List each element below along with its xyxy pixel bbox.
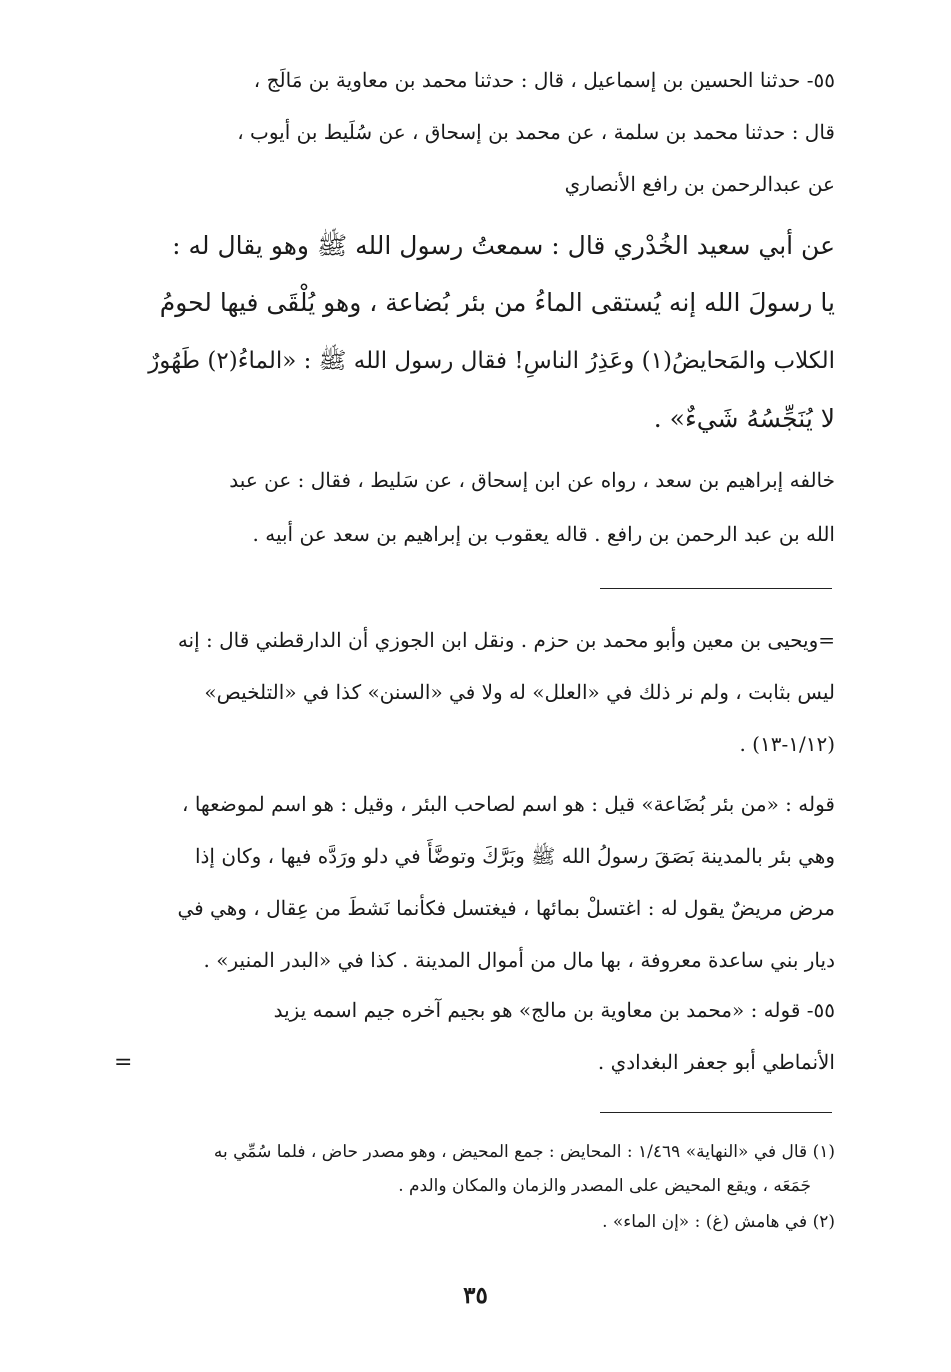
commentary-line: وهي بئر بالمدينة بَصَقَ رسولُ الله ﷺ وبَرَّكَ وتوضَّأَ في دلو ورَدَّه فيها ، وكان إذا bbox=[194, 844, 835, 868]
page-number: ٣٥ bbox=[463, 1282, 488, 1309]
takhrij-line: الله بن عبد الرحمن بن رافع . قاله يعقوب بن إبراهيم بن سعد عن أبيه . bbox=[252, 522, 835, 546]
isnad-line: قال : حدثنا محمد بن سلمة ، عن محمد بن إسحاق ، عن سُلَيط بن أيوب ، bbox=[237, 120, 835, 144]
continuation-mark: = bbox=[114, 1050, 133, 1075]
matn-line: عن أبي سعيد الخُدْري قال : سمعتُ رسول الله ﷺ وهو يقال له : bbox=[172, 231, 835, 260]
footnote-separator bbox=[600, 1112, 832, 1113]
commentary-line: ٥٥- قوله : «محمد بن معاوية بن مالج» هو بجيم آخره جيم اسمه يزيد bbox=[273, 998, 835, 1022]
commentary-line: (١/١٢-١٣) . bbox=[739, 732, 835, 756]
commentary-line: مرض مريضٌ يقول له : اغتسلْ بمائها ، فيغتسل فكأنما نَشطَ من عِقال ، وهي في bbox=[177, 896, 835, 920]
commentary-line: =ويحيى بن معين وأبو محمد بن حزم . ونقل ابن الجوزي أن الدارقطني قال : إنه bbox=[177, 628, 835, 652]
commentary-line: الأنماطي أبو جعفر البغدادي . bbox=[597, 1050, 835, 1074]
commentary-line: ديار بني ساعدة معروفة ، بها مال من أموال المدينة . كذا في «البدر المنير» . bbox=[203, 948, 835, 972]
footnote-line: (١) قال في «النهاية» ١/٤٦٩ : المحايض : جمع المحيض ، وهو مصدر حاض ، فلما سُمِّي به bbox=[213, 1142, 835, 1162]
matn-line: يا رسولَ الله إنه يُستقى الماءُ من بئر بُضاعة ، وهو يُلْقَى فيها لحومُ bbox=[159, 288, 835, 317]
isnad-line: ٥٥- حدثنا الحسين بن إسماعيل ، قال : حدثنا محمد بن معاوية بن مَالَج ، bbox=[253, 68, 835, 92]
footnote-line: جَمَعَه ، ويقع المحيض على المصدر والزمان والمكان والدم . bbox=[398, 1176, 811, 1196]
commentary-line: قوله : «من بئر بُضَاعة» قيل : هو اسم لصاحب البئر ، وقيل : هو اسم لموضعها ، bbox=[182, 792, 835, 816]
footnote-line: (٢) في هامش (غ) : «إن الماء» . bbox=[602, 1212, 835, 1232]
matn-line: الكلاب والمَحايضُ(١) وعَذِرُ الناسِ! فقال رسول الله ﷺ : «الماءُ(٢) طَهُورٌ bbox=[148, 348, 835, 374]
matn-line: لا يُنَجِّسُهُ شَيءٌ» . bbox=[653, 404, 835, 433]
commentary-line: ليس بثابت ، ولم نر ذلك في «العلل» له ولا في «السنن» كذا في «التلخيص» bbox=[204, 680, 835, 704]
separator-line bbox=[600, 588, 832, 589]
isnad-line: عن عبدالرحمن بن رافع الأنصاري bbox=[564, 172, 835, 196]
takhrij-line: خالفه إبراهيم بن سعد ، رواه عن ابن إسحاق ، عن سَليط ، فقال : عن عبد bbox=[229, 468, 835, 492]
